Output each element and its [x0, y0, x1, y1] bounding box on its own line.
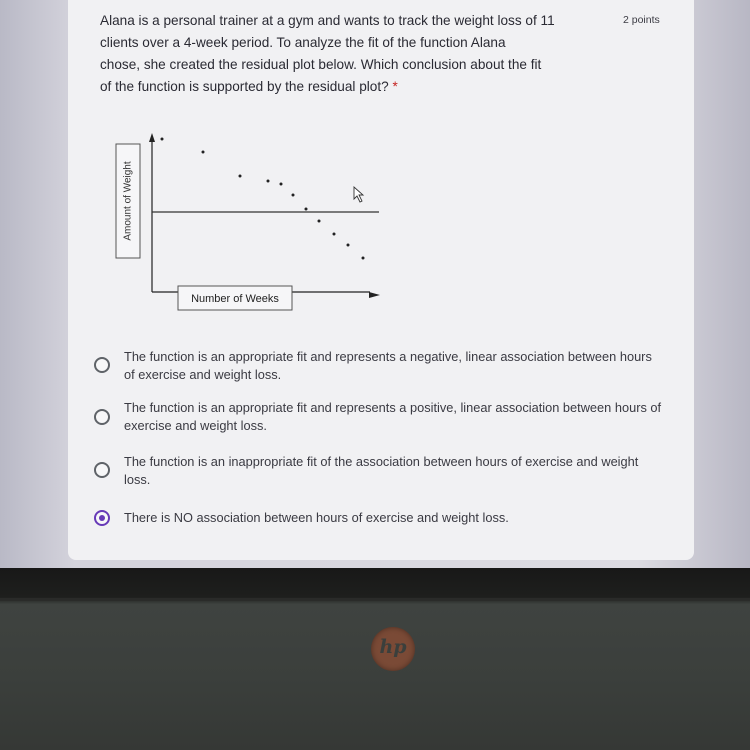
- question-text: [100, 10, 640, 98]
- data-point: [202, 151, 205, 154]
- data-point: [267, 180, 270, 183]
- data-point: [362, 257, 365, 260]
- x-axis-label: Number of Weeks: [191, 292, 279, 305]
- y-axis-arrow: [149, 133, 155, 142]
- question-line-text: of the function is supported by the residual plot?: [100, 79, 389, 94]
- y-axis-label: Amount of Weight: [122, 161, 134, 241]
- logo-text: hp: [379, 636, 407, 658]
- mouse-pointer-icon: [354, 187, 363, 202]
- data-point: [239, 175, 242, 178]
- data-point: [318, 220, 321, 223]
- data-point: [280, 183, 283, 186]
- data-point: [292, 194, 295, 197]
- question-line: clients over a 4-week period. To analyze the fit of the function Alana: [100, 35, 506, 50]
- data-point: [161, 138, 164, 141]
- radio-button-selected[interactable]: [94, 510, 110, 526]
- radio-button[interactable]: [94, 462, 110, 478]
- data-point: [305, 208, 308, 211]
- radio-button[interactable]: [94, 409, 110, 425]
- question-line: [100, 76, 640, 98]
- option-text: The function is an appropriate fit and represents a negative, linear association between hours of exercise and weight loss.: [124, 349, 652, 382]
- x-axis-arrow: [369, 292, 380, 298]
- bezel-edge: [0, 598, 750, 601]
- data-point: [333, 233, 336, 236]
- required-marker: *: [392, 79, 398, 94]
- radio-button[interactable]: [94, 357, 110, 373]
- data-point: [347, 244, 350, 247]
- points-label: 2 points: [623, 14, 660, 26]
- option-text: The function is an appropriate fit and represents a positive, linear association between hours of exercise and weight loss.: [124, 400, 662, 433]
- question-line: chose, she created the residual plot below. Which conclusion about the fit: [100, 57, 542, 72]
- question-line: Alana is a personal trainer at a gym and wants to track the weight loss of 11: [100, 13, 555, 28]
- option-text: The function is an inappropriate fit of the association between hours of exercise and weight loss.: [124, 454, 639, 487]
- residual-plot: [108, 128, 398, 328]
- hp-logo: [371, 627, 415, 671]
- radio-dot: [99, 515, 105, 521]
- question-card: [68, 0, 694, 560]
- option-text: There is NO association between hours of exercise and weight loss.: [124, 510, 509, 525]
